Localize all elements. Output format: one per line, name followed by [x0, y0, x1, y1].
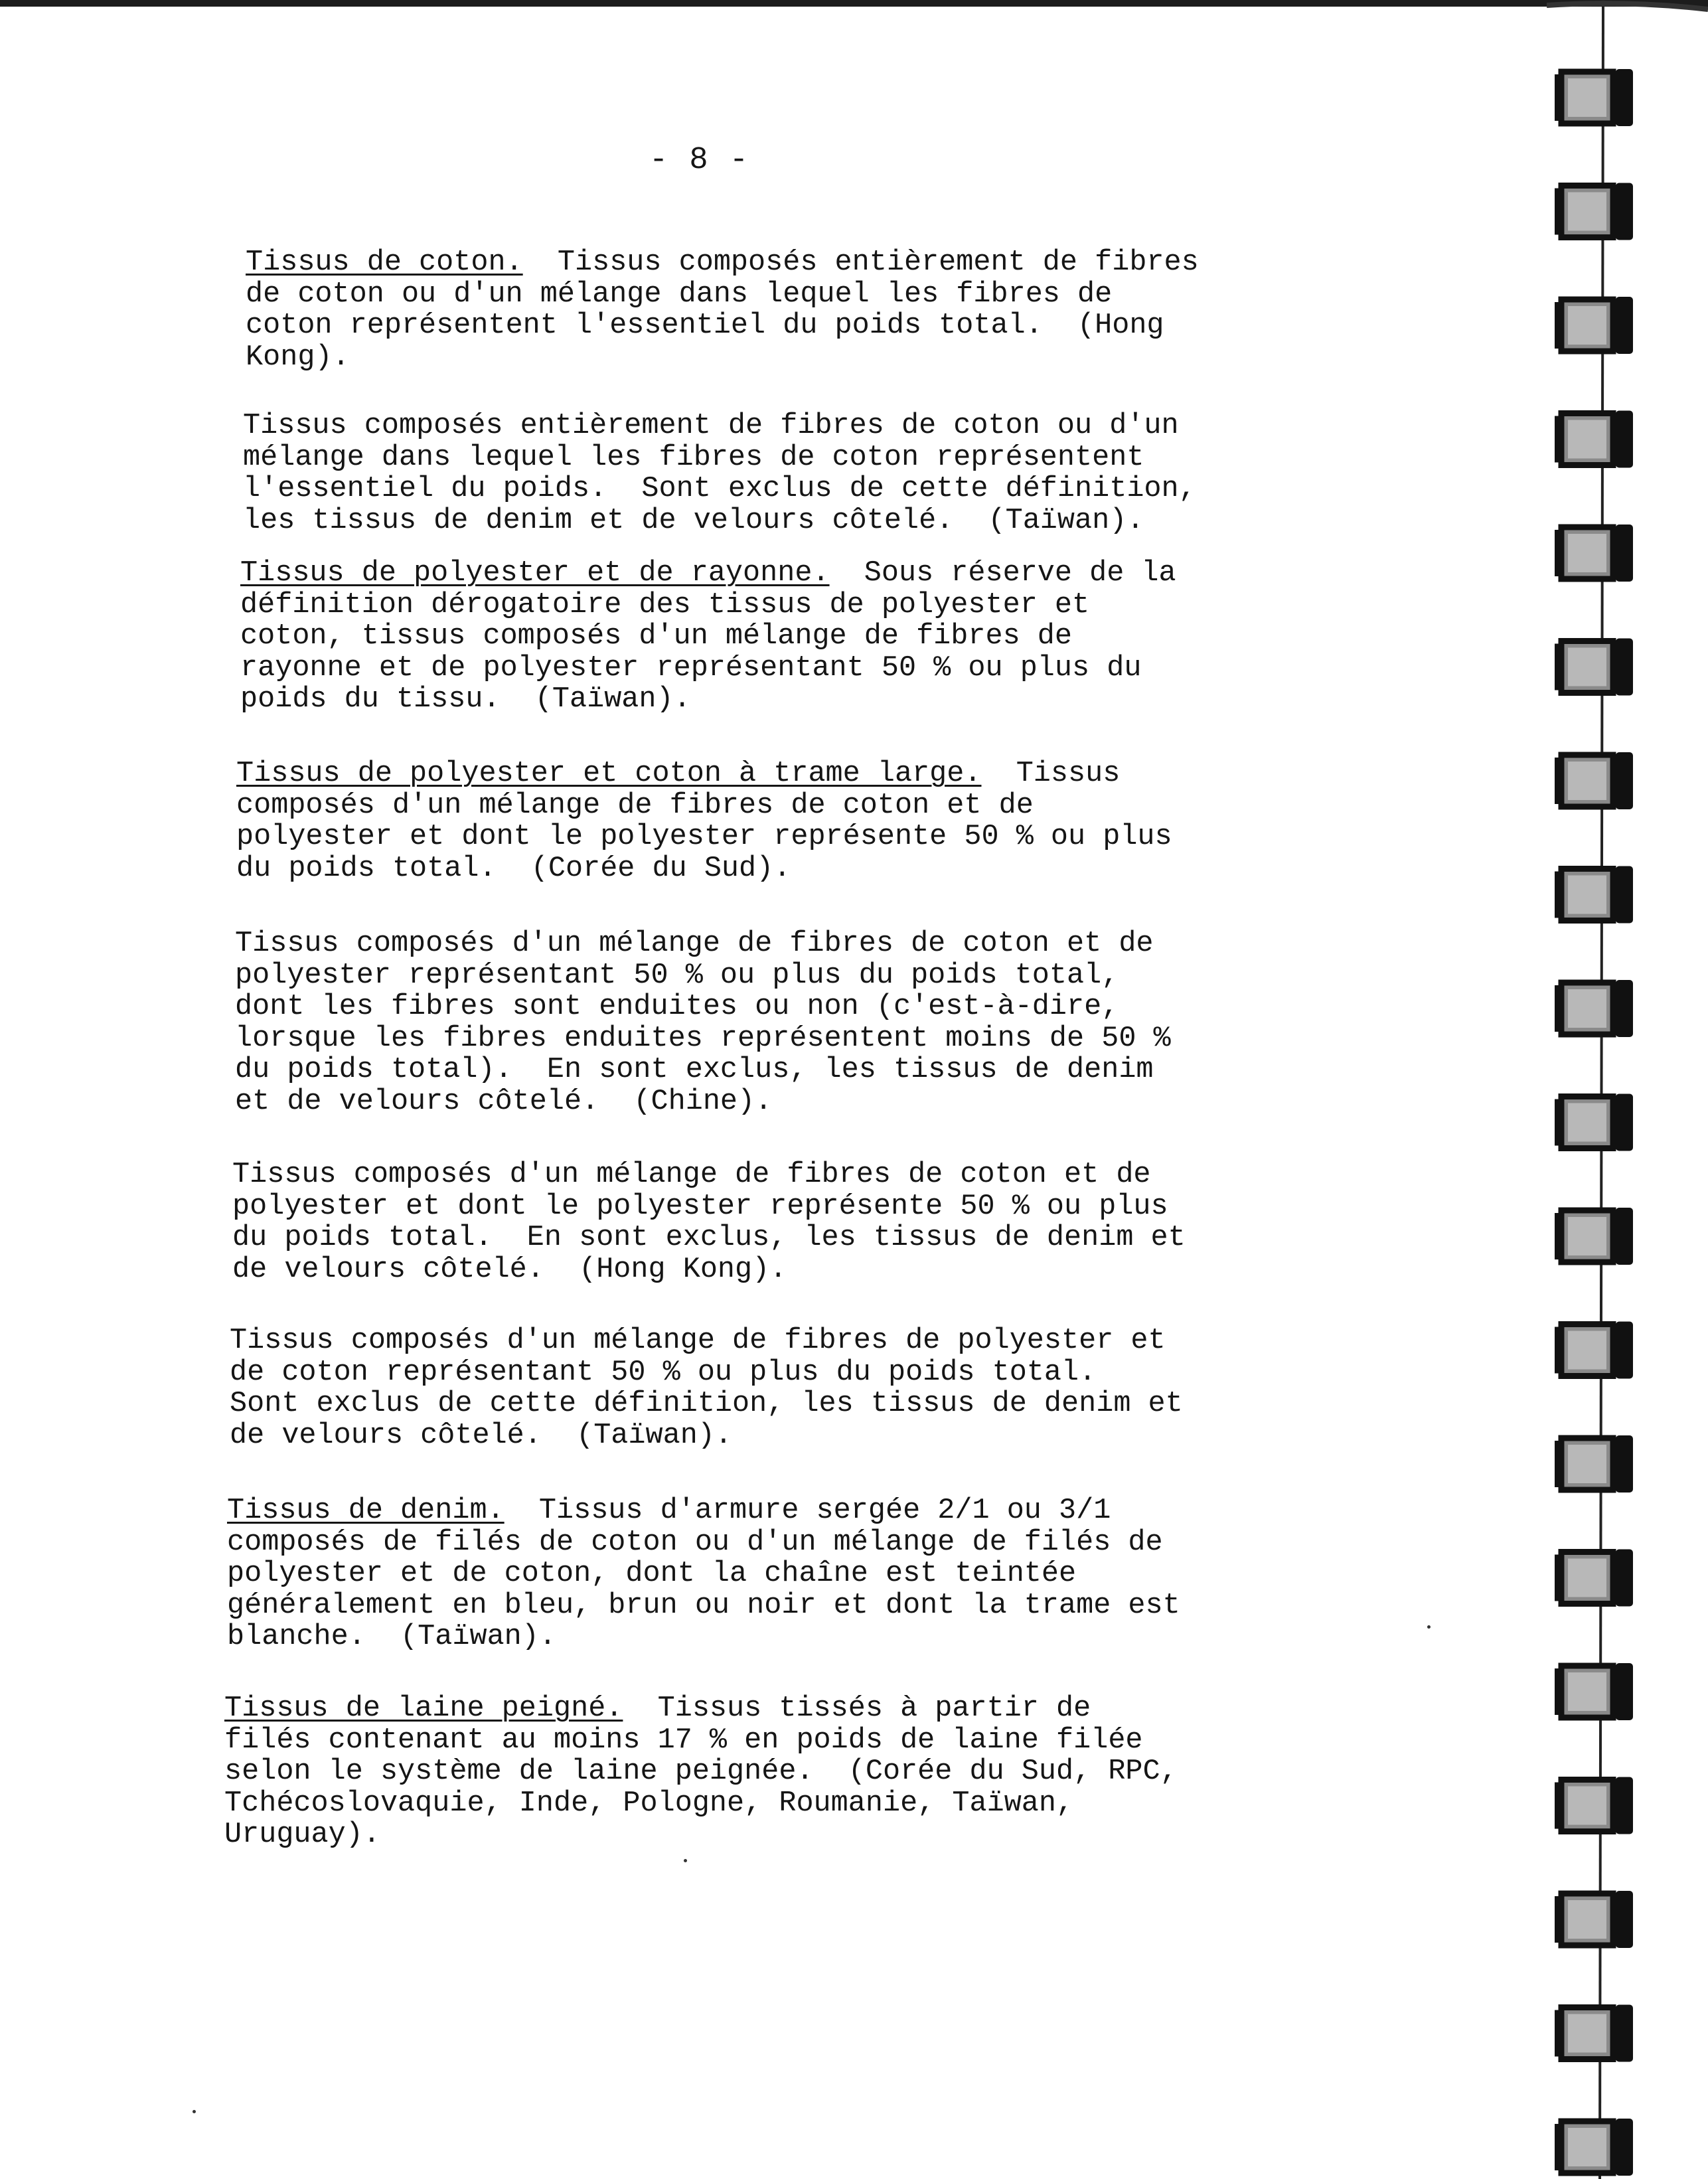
definition-paragraph	[240, 558, 1176, 716]
binding-ring	[1555, 1435, 1633, 1493]
binding-ring	[1555, 183, 1633, 240]
definition-paragraph	[235, 928, 1171, 1117]
binding-ring	[1555, 752, 1633, 809]
definition-text: Tissus tissés à partir de filés contenant au moins 17 % en poids de laine filée selon le système de laine peignée. (Corée du Sud, RPC, Tchécoslovaquie, Inde, Pologne, Roumanie, Taïwan, Uruguay).	[224, 1692, 1178, 1851]
scan-top-edge	[0, 0, 1708, 7]
binding-ring	[1555, 639, 1633, 696]
binding-ring	[1555, 1663, 1633, 1720]
binding-ring	[1555, 1322, 1633, 1379]
binding-ring	[1555, 2119, 1633, 2176]
definition-paragraph	[227, 1495, 1180, 1653]
page-number: - 8 -	[649, 143, 750, 178]
definition-paragraph	[232, 1159, 1186, 1285]
definition-text: Tissus composés entièrement de fibres de coton ou d'un mélange dans lequel les fibres de coton représentent l'essentiel du poids. Sont exclus de cette définition, les tissus de denim et de velours côtelé. (Taïwan).	[243, 410, 1196, 537]
term-heading: Tissus de polyester et de rayonne.	[240, 557, 830, 590]
definition-paragraph	[230, 1325, 1183, 1451]
term-heading: Tissus de denim.	[227, 1494, 505, 1527]
binding-ring	[1555, 1550, 1633, 1607]
binding-ring	[1555, 411, 1633, 468]
spiral-binding	[1547, 0, 1708, 2179]
scan-speck	[684, 1859, 687, 1862]
definition-text: Tissus composés d'un mélange de fibres de coton et de polyester et dont le polyester représente 50 % ou plus du poids total. (Corée du Sud).	[236, 758, 1172, 885]
binding-ring	[1555, 1208, 1633, 1265]
term-heading: Tissus de coton.	[246, 246, 523, 279]
definition-text: Tissus composés d'un mélange de fibres de coton et de polyester représentant 50 % ou plus du poids total, dont les fibres sont enduites ou non (c'est-à-dire, lorsque les fibres enduites représentent moins de 50 % du poids total). En sont exclus, les tissus de denim et de velours côtelé. (Chine).	[235, 928, 1171, 1118]
scan-speck	[193, 2110, 196, 2113]
binding-ring	[1555, 1891, 1633, 1948]
definition-text: Tissus d'armure sergée 2/1 ou 3/1 composés de filés de coton ou d'un mélange de filés de polyester et de coton, dont la chaîne est teintée généralement en bleu, brun ou noir et dont la trame est blanche. (Taïwan).	[227, 1494, 1180, 1653]
term-heading: Tissus de polyester et coton à trame large.	[236, 758, 982, 790]
binding-top-curl	[1547, 3, 1708, 9]
binding-ring	[1555, 1777, 1633, 1834]
binding-ring	[1555, 525, 1633, 582]
definition-paragraph	[236, 758, 1172, 884]
scan-speck	[1427, 1625, 1431, 1629]
definition-text: Tissus composés entièrement de fibres de coton ou d'un mélange dans lequel les fibres de coton représentent l'essentiel du poids total. (Hong Kong).	[246, 246, 1199, 374]
binding-ring	[1555, 69, 1633, 126]
binding-ring	[1555, 980, 1633, 1037]
definition-paragraph	[246, 247, 1199, 373]
binding-ring	[1555, 866, 1633, 924]
binding-ring	[1555, 2005, 1633, 2062]
definition-paragraph	[224, 1693, 1178, 1851]
definition-paragraph	[243, 410, 1196, 536]
term-heading: Tissus de laine peigné.	[224, 1692, 623, 1725]
definition-text: Tissus composés d'un mélange de fibres de coton et de polyester et dont le polyester représente 50 % ou plus du poids total. En sont exclus, les tissus de denim et de velours côtelé. (Hong Kong).	[232, 1159, 1186, 1286]
binding-ring	[1555, 297, 1633, 354]
definition-text: Sous réserve de la définition dérogatoire des tissus de polyester et coton, tissus composés d'un mélange de fibres de rayonne et de polyester représentant 50 % ou plus du poids du tissu. (Taïwan).	[240, 557, 1176, 716]
binding-ring	[1555, 1094, 1633, 1151]
definition-text: Tissus composés d'un mélange de fibres de polyester et de coton représentant 50 % ou plus du poids total. Sont exclus de cette définition, les tissus de denim et de velours côtelé. (Taïwan).	[230, 1325, 1183, 1452]
